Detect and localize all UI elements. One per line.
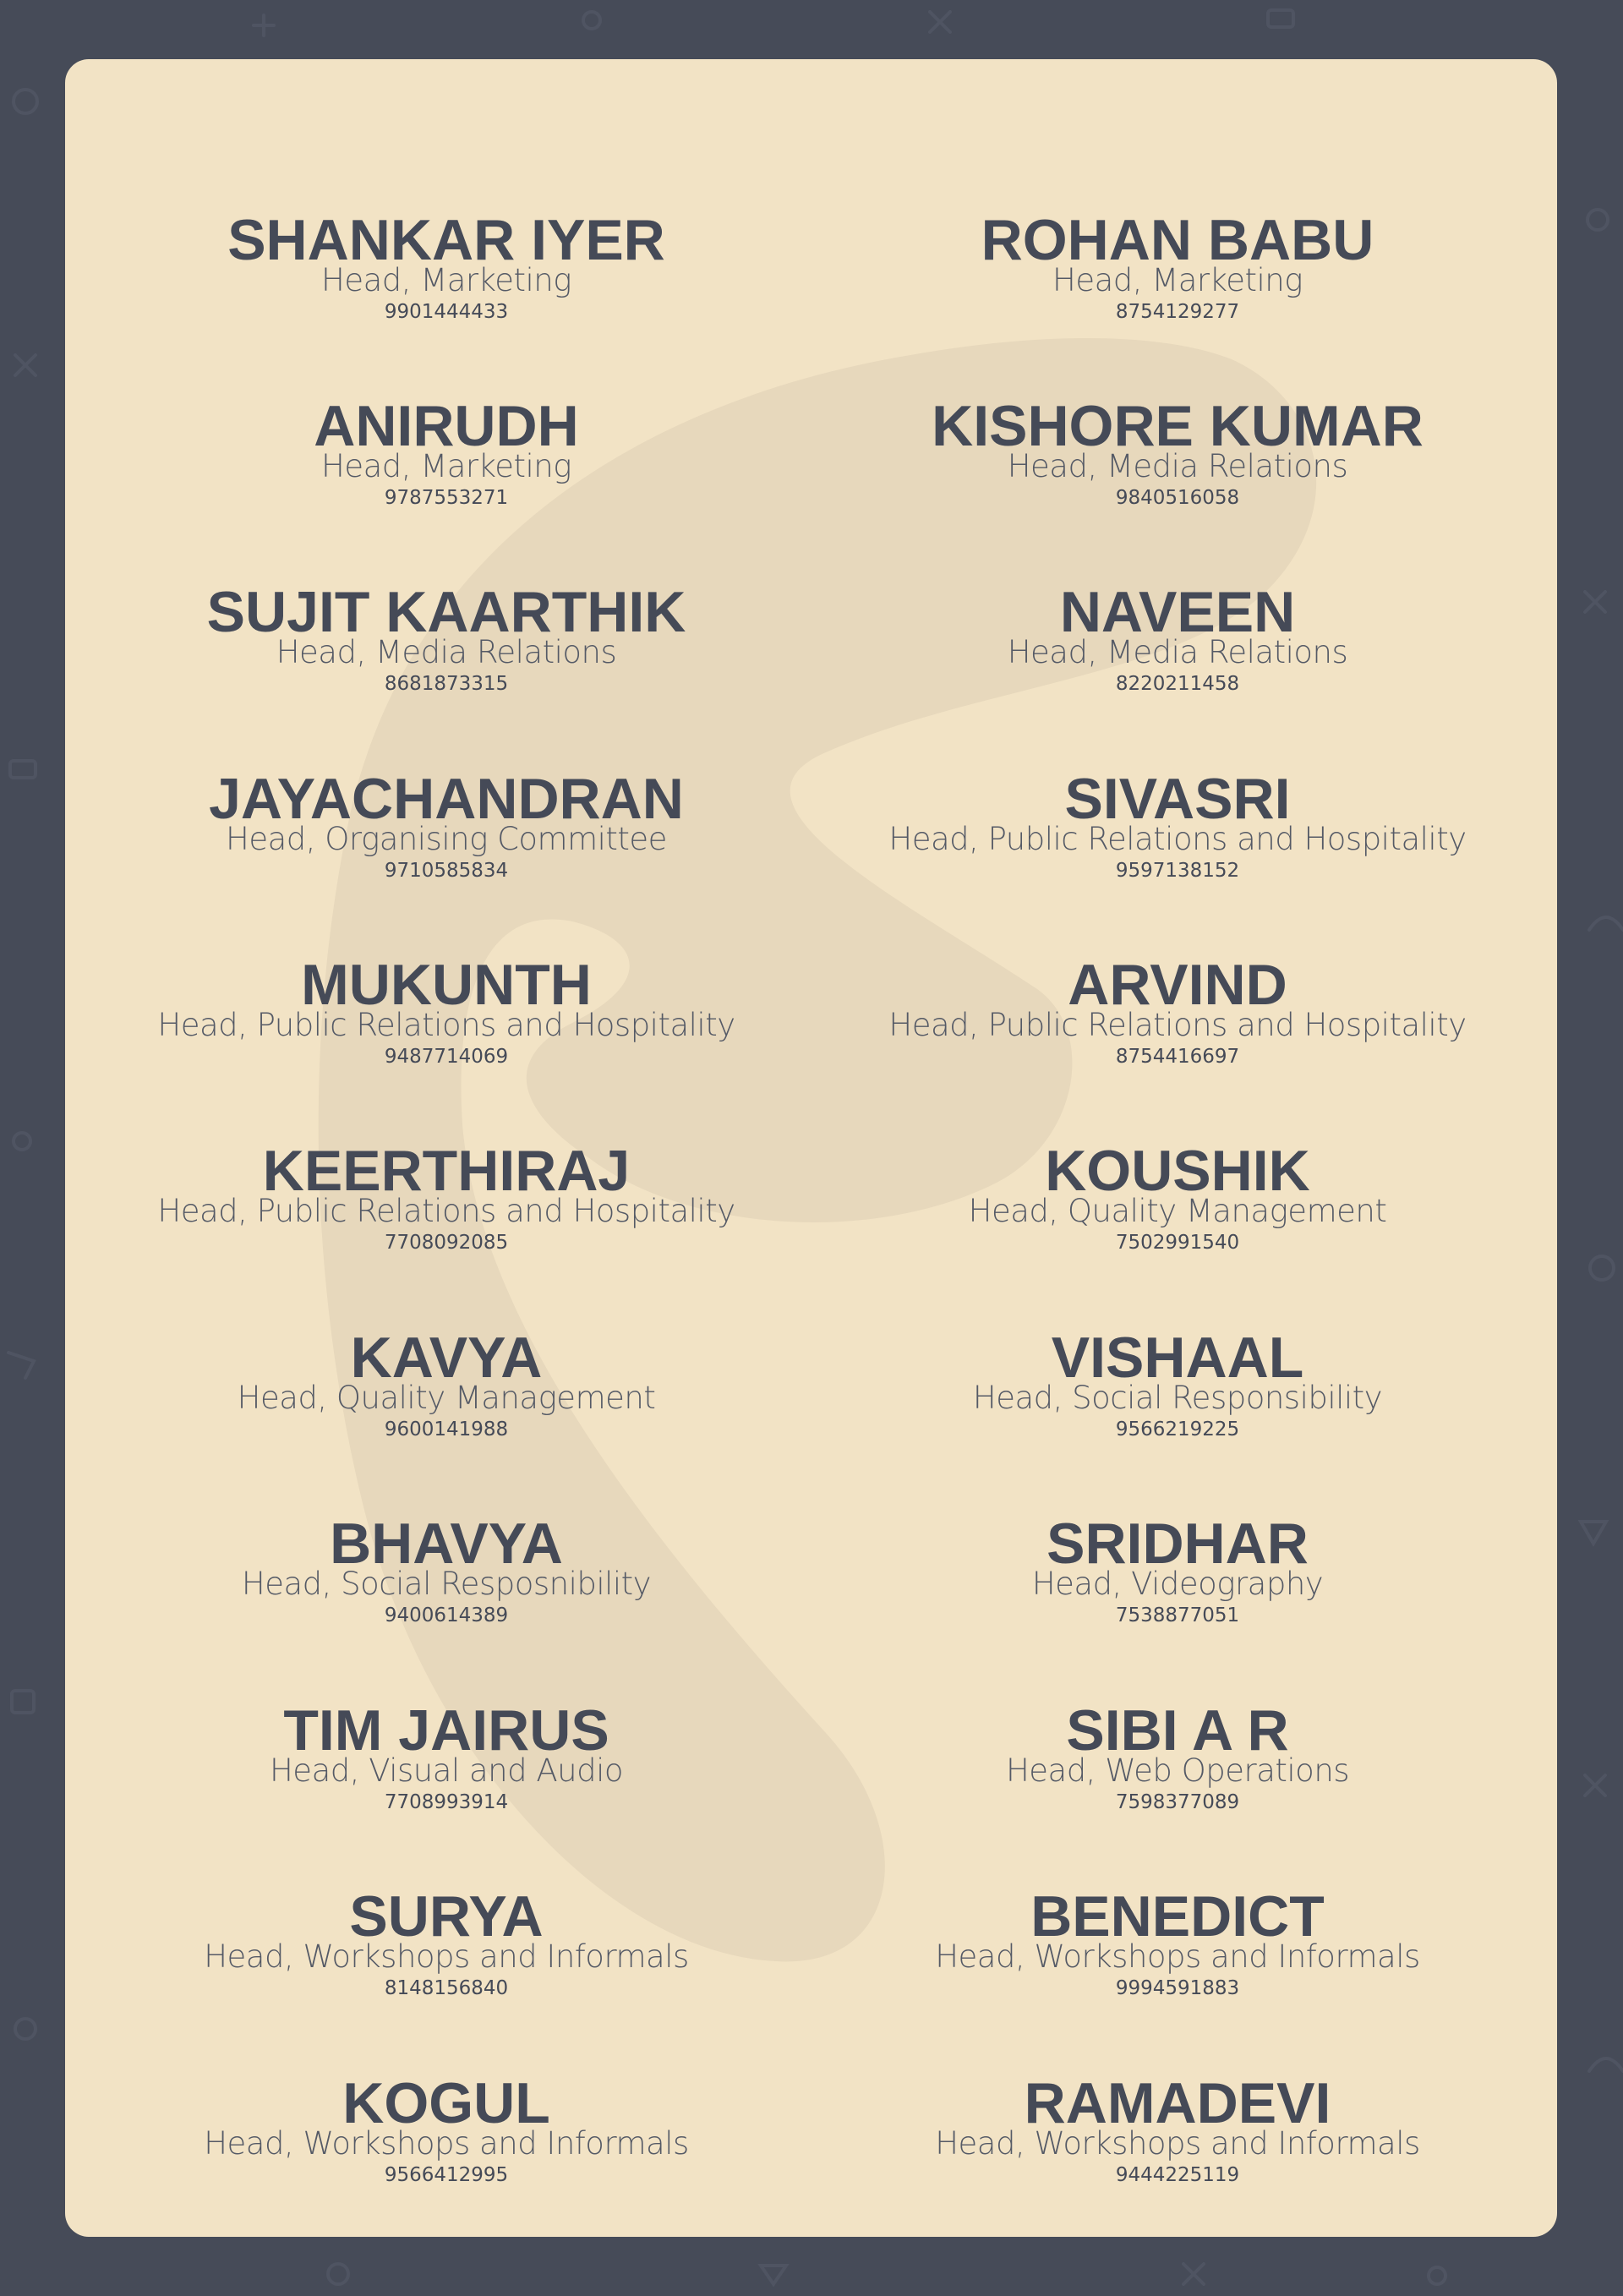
contact-role: Head, Visual and Audio xyxy=(269,1752,624,1789)
contact-name: KAVYA xyxy=(350,1326,543,1390)
contact-role: Head, Workshops and Informals xyxy=(204,2125,689,2162)
contact-phone: 8681873315 xyxy=(384,673,509,695)
contact-phone: 9600141988 xyxy=(384,1419,509,1440)
contact-role: Head, Workshops and Informals xyxy=(935,2125,1420,2162)
contact-entry xyxy=(150,580,742,697)
contact-entry xyxy=(882,1512,1473,1628)
contact-phone: 9901444433 xyxy=(384,301,509,323)
contact-phone: 8754129277 xyxy=(1115,301,1240,323)
contact-role: Head, Public Relations and Hospitality xyxy=(888,821,1467,857)
contact-name: KEERTHIRAJ xyxy=(262,1139,631,1203)
contact-entry xyxy=(882,580,1473,697)
contact-entry xyxy=(150,2071,742,2188)
contact-entry xyxy=(150,1884,742,2001)
contact-entry xyxy=(150,394,742,511)
contact-entry xyxy=(882,767,1473,883)
contact-entry xyxy=(882,208,1473,325)
contact-name: ROHAN BABU xyxy=(981,208,1374,272)
contact-role: Head, Quality Management xyxy=(968,1193,1387,1229)
contact-entry xyxy=(150,767,742,883)
contact-role: Head, Workshops and Informals xyxy=(204,1938,689,1975)
contact-phone: 9566219225 xyxy=(1115,1419,1240,1440)
contact-name: ARVIND xyxy=(1068,953,1287,1017)
contact-phone: 7708993914 xyxy=(384,1791,509,1813)
contact-phone: 7502991540 xyxy=(1115,1232,1240,1254)
contact-role: Head, Media Relations xyxy=(1007,448,1348,484)
contact-name: ANIRUDH xyxy=(314,394,579,458)
contact-phone: 9787553271 xyxy=(384,487,509,509)
contact-role: Head, Public Relations and Hospitality xyxy=(157,1193,735,1229)
contact-phone: 8754416697 xyxy=(1115,1046,1240,1068)
contact-name: SURYA xyxy=(349,1884,544,1949)
contact-role: Head, Social Responsibility xyxy=(972,1380,1383,1416)
contact-name: RAMADEVI xyxy=(1024,2071,1331,2135)
contact-name: JAYACHANDRAN xyxy=(209,767,684,831)
contact-name: TIM JAIRUS xyxy=(283,1698,609,1763)
contact-phone: 7538877051 xyxy=(1115,1604,1240,1626)
contact-entry xyxy=(882,2071,1473,2188)
contact-name: SRIDHAR xyxy=(1046,1512,1309,1576)
contact-role: Head, Public Relations and Hospitality xyxy=(157,1007,735,1043)
contact-entry xyxy=(882,1139,1473,1255)
contact-name: MUKUNTH xyxy=(301,953,592,1017)
contact-entry xyxy=(150,1512,742,1628)
contact-phone: 9840516058 xyxy=(1115,487,1240,509)
contact-entry xyxy=(882,1698,1473,1815)
contact-phone: 9487714069 xyxy=(384,1046,509,1068)
contact-phone: 9400614389 xyxy=(384,1604,509,1626)
contact-name: SIBI A R xyxy=(1066,1698,1289,1763)
contacts-card xyxy=(65,59,1557,2237)
contact-entry xyxy=(882,1884,1473,2001)
contact-phone: 9994591883 xyxy=(1115,1977,1240,1999)
contact-name: KOGUL xyxy=(342,2071,550,2135)
contact-entry xyxy=(150,1139,742,1255)
contact-entry xyxy=(882,953,1473,1069)
contact-role: Head, Organising Committee xyxy=(226,821,667,857)
contact-name: KISHORE KUMAR xyxy=(932,394,1424,458)
contact-role: Head, Public Relations and Hospitality xyxy=(888,1007,1467,1043)
contacts-grid xyxy=(65,59,1557,2237)
contact-role: Head, Media Relations xyxy=(1007,634,1348,670)
contact-phone: 9566412995 xyxy=(384,2164,509,2186)
contact-phone: 7708092085 xyxy=(384,1232,509,1254)
contact-entry xyxy=(882,394,1473,511)
contact-name: NAVEEN xyxy=(1059,580,1296,644)
contact-entry xyxy=(150,1698,742,1815)
contact-role: Head, Media Relations xyxy=(276,634,617,670)
contact-entry xyxy=(882,1326,1473,1442)
contact-name: VISHAAL xyxy=(1051,1326,1304,1390)
contact-phone: 7598377089 xyxy=(1115,1791,1240,1813)
contact-role: Head, Marketing xyxy=(1052,262,1303,298)
contact-entry xyxy=(150,953,742,1069)
contact-name: SUJIT KAARTHIK xyxy=(206,580,686,644)
contact-role: Head, Marketing xyxy=(321,262,571,298)
contact-phone: 9597138152 xyxy=(1115,860,1240,882)
contact-role: Head, Workshops and Informals xyxy=(935,1938,1420,1975)
contact-name: BENEDICT xyxy=(1030,1884,1325,1949)
contact-entry xyxy=(150,208,742,325)
contact-role: Head, Marketing xyxy=(321,448,571,484)
contact-role: Head, Videography xyxy=(1031,1566,1324,1602)
contact-phone: 8148156840 xyxy=(384,1977,509,1999)
contact-role: Head, Social Resposnibility xyxy=(241,1566,652,1602)
contact-phone: 9710585834 xyxy=(384,860,509,882)
contact-name: SIVASRI xyxy=(1064,767,1291,831)
contact-name: BHAVYA xyxy=(330,1512,563,1576)
contact-phone: 9444225119 xyxy=(1115,2164,1240,2186)
contact-role: Head, Web Operations xyxy=(1005,1752,1350,1789)
contact-name: SHANKAR IYER xyxy=(227,208,665,272)
contact-name: KOUSHIK xyxy=(1045,1139,1310,1203)
contact-phone: 8220211458 xyxy=(1115,673,1240,695)
contact-entry xyxy=(150,1326,742,1442)
contact-role: Head, Quality Management xyxy=(237,1380,656,1416)
